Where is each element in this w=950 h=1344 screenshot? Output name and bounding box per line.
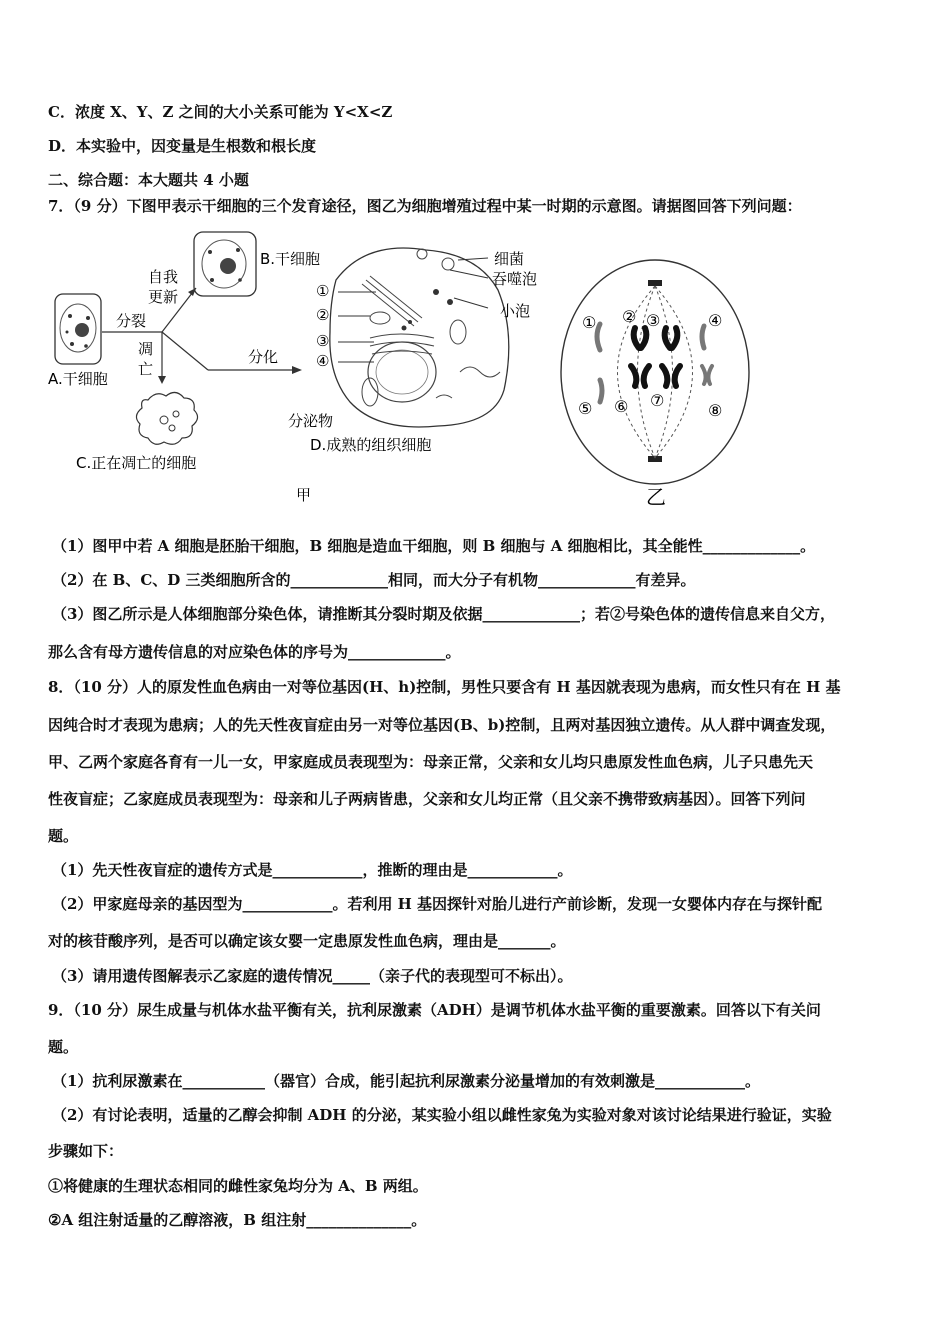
q7-sub2: （2）在 B、C、D 三类细胞所含的_____________相同，而大分子有机物_____________有差异。 — [52, 571, 696, 589]
q8-line3: 甲、乙两个家庭各育有一儿一女，甲家庭成员表现型为：母亲正常，父亲和女儿均只患原发性血色病，儿子只患先天 — [48, 753, 814, 771]
fig-caption-jia: 甲 — [296, 486, 312, 504]
option-d: D．本实验中，因变量是生根数和根长度 — [48, 137, 317, 155]
fig-chrom-8: ⑧ — [708, 401, 723, 420]
option-c: C．浓度 X、Y、Z 之间的大小关系可能为 Y<X<Z — [48, 103, 393, 121]
fig-label-divide: 分裂 — [116, 312, 147, 330]
fig-label-n4: ④ — [316, 352, 330, 370]
section-heading: 二、综合题：本大题共 4 小题 — [48, 171, 249, 189]
q7-stem: 7．（9 分）下图甲表示干细胞的三个发育途径，图乙为细胞增殖过程中某一时期的示意图。请据图回答下列问题： — [48, 197, 802, 215]
q9-sub1: （1）抗利尿激素在___________（器官）合成，能引起抗利尿激素分泌量增加的有效刺激是____________。 — [52, 1072, 760, 1090]
fig-chrom-4: ④ — [708, 311, 723, 330]
q8-sub2-line2: 对的核苷酸序列，是否可以确定该女婴一定患原发性血色病，理由是_______。 — [48, 932, 566, 950]
fig-label-differentiate: 分化 — [248, 348, 279, 366]
fig-label-phagosome: 吞噬泡 — [492, 270, 538, 288]
fig-label-apoptosis-1: 凋 — [138, 340, 154, 358]
q9-step1: ①将健康的生理状态相同的雌性家兔均分为 A、B 两组。 — [48, 1177, 428, 1195]
q8-sub3: （3）请用遗传图解表示乙家庭的遗传情况_____（亲子代的表现型可不标出）。 — [52, 967, 573, 985]
q7-sub1: （1）图甲中若 A 细胞是胚胎干细胞，B 细胞是造血干细胞，则 B 细胞与 A 细胞相比，其全能性_____________。 — [52, 537, 816, 555]
apoptotic-cell-c — [136, 392, 197, 444]
fig-chrom-1: ① — [582, 313, 597, 332]
dividing-cell-yi — [561, 260, 749, 484]
fig-chrom-2: ② — [622, 307, 637, 326]
mature-cell-d — [330, 248, 509, 427]
stem-cell-b — [194, 232, 256, 296]
fig-label-n3: ③ — [316, 332, 330, 350]
q9-line2: 题。 — [48, 1038, 79, 1056]
fig-chrom-3: ③ — [646, 311, 661, 330]
fig-label-bacteria: 细菌 — [494, 250, 525, 268]
fig-chrom-7: ⑦ — [650, 391, 665, 410]
fig-label-c: C.正在凋亡的细胞 — [76, 454, 197, 472]
fig-label-d: D.成熟的组织细胞 — [310, 436, 432, 454]
q8-line4: 性夜盲症；乙家庭成员表现型为：母亲和儿子两病皆患，父亲和女儿均正常（且父亲不携带致病基因）。回答下列问 — [48, 790, 806, 808]
fig-label-apoptosis-2: 亡 — [138, 360, 154, 378]
stem-cell-a — [55, 294, 101, 364]
fig-label-self-renew-2: 更新 — [148, 288, 179, 306]
q7-sub3-line2: 那么含有母方遗传信息的对应染色体的序号为_____________。 — [48, 643, 461, 661]
fig-label-secretion: 分泌物 — [288, 412, 334, 430]
fig-chrom-6: ⑥ — [614, 397, 629, 416]
q9-sub2-line1: （2）有讨论表明，适量的乙醇会抑制 ADH 的分泌，某实验小组以雌性家兔为实验对象对该讨论结果进行验证，实验 — [52, 1106, 832, 1124]
q9-sub2-line2: 步骤如下： — [48, 1142, 124, 1160]
fig-chrom-5: ⑤ — [578, 399, 593, 418]
fig-label-b: B.干细胞 — [260, 250, 321, 268]
q7-sub3-line1: （3）图乙所示是人体细胞部分染色体，请推断其分裂时期及依据_____________；若②号染色体的遗传信息来自父方， — [52, 605, 835, 623]
q9-step2: ②A 组注射适量的乙醇溶液，B 组注射______________。 — [48, 1211, 427, 1229]
fig-label-n1: ① — [316, 282, 330, 300]
fig-label-vesicle: 小泡 — [500, 302, 531, 320]
fig-caption-yi: 乙 — [646, 485, 666, 509]
biology-figure — [40, 222, 910, 522]
q8-line2: 因纯合时才表现为患病；人的先天性夜盲症由另一对等位基因(B、b)控制，且两对基因独立遗传。从人群中调查发现， — [48, 716, 836, 734]
fig-label-n2: ② — [316, 306, 330, 324]
fig-label-a: A.干细胞 — [48, 370, 108, 388]
fig-label-self-renew-1: 自我 — [148, 268, 179, 286]
q8-sub2-line1: （2）甲家庭母亲的基因型为____________。若利用 H 基因探针对胎儿进行产前诊断，发现一女婴体内存在与探针配 — [52, 895, 823, 913]
q8-line1: 8．（10 分）人的原发性血色病由一对等位基因(H、h)控制，男性只要含有 H 基因就表现为患病，而女性只有在 H 基 — [48, 678, 841, 696]
q8-line5: 题。 — [48, 827, 79, 845]
q9-line1: 9．（10 分）尿生成量与机体水盐平衡有关，抗利尿激素（ADH）是调节机体水盐平衡的重要激素。回答以下有关问 — [48, 1001, 821, 1019]
q8-sub1: （1）先天性夜盲症的遗传方式是____________，推断的理由是____________。 — [52, 861, 573, 879]
